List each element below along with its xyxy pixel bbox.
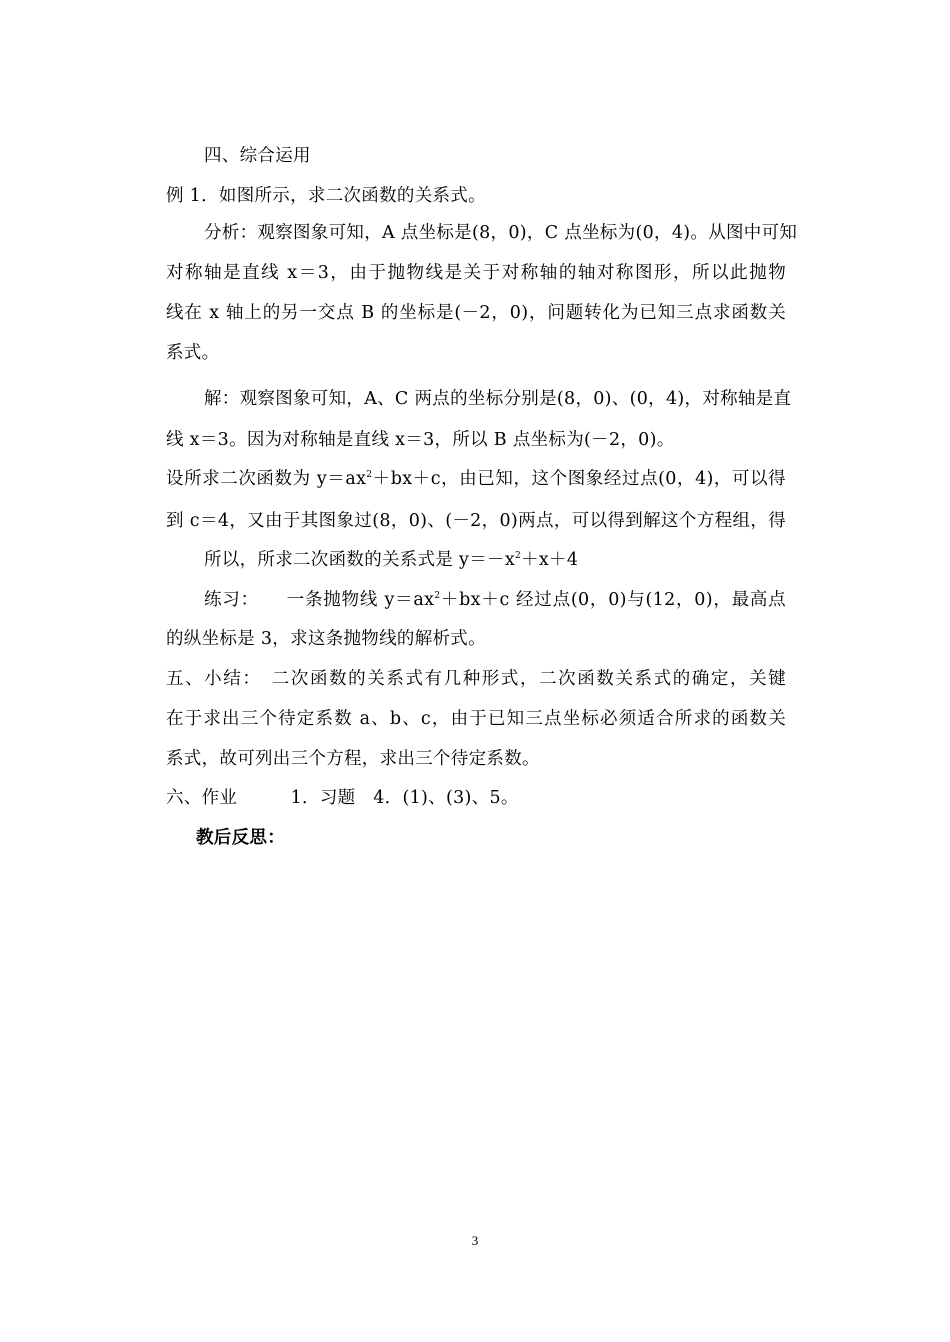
setup-exponent: 2 <box>366 470 373 480</box>
analysis-line-2: 对称轴是直线 x＝3，由于抛物线是关于对称轴的轴对称图形，所以此抛物 <box>166 263 786 283</box>
result-text-a: 所以，所求二次函数的关系式是 y＝－x <box>204 550 516 570</box>
homework-line: 六、作业 1．习题 4．(1)、(3)、5。 <box>166 788 519 808</box>
page-number: 3 <box>471 1233 479 1248</box>
solution-line-2: 线 x＝3。因为对称轴是直线 x＝3，所以 B 点坐标为(－2，0)。 <box>166 430 675 450</box>
setup-text-b: ＋bx＋c，由已知，这个图象经过点(0，4)，可以得 <box>372 469 786 489</box>
solution-line-1: 解：观察图象可知，A、C 两点的坐标分别是(8，0)、(0，4)，对称轴是直 <box>204 389 792 409</box>
summary-line-3: 系式，故可列出三个方程，求出三个待定系数。 <box>166 749 540 769</box>
exercise-text-b: ＋bx＋c 经过点(0，0)与(12，0)，最高点 <box>440 590 786 610</box>
section-heading-4: 四、综合运用 <box>204 146 311 166</box>
exercise-text-a: 练习： 一条抛物线 y＝ax <box>204 590 435 610</box>
result-line <box>204 548 824 572</box>
example-title: 例 1．如图所示，求二次函数的关系式。 <box>166 186 486 206</box>
result-exponent: 2 <box>515 551 522 561</box>
reflection-heading: 教后反思： <box>196 828 285 848</box>
setup-text-a: 设所求二次函数为 y＝ax <box>166 469 367 489</box>
exercise-line-2: 的纵坐标是 3，求这条抛物线的解析式。 <box>166 629 486 649</box>
setup-line-2: 到 c＝4，又由于其图象过(8，0)、(－2，0)两点，可以得到解这个方程组，得 <box>166 511 786 531</box>
analysis-line-3: 线在 x 轴上的另一交点 B 的坐标是(－2，0)，问题转化为已知三点求函数关 <box>166 303 786 323</box>
exercise-exponent: 2 <box>434 591 441 601</box>
exercise-line-1 <box>204 588 786 612</box>
setup-line-1 <box>166 467 786 491</box>
summary-line-1: 五、小结： 二次函数的关系式有几种形式，二次函数关系式的确定，关键 <box>166 669 786 689</box>
analysis-line-4: 系式。 <box>166 343 220 363</box>
summary-line-2: 在于求出三个待定系数 a、b、c，由于已知三点坐标必须适合所求的函数关 <box>166 709 786 729</box>
result-text-b: ＋x＋4 <box>521 550 579 570</box>
analysis-line-1: 分析：观察图象可知，A 点坐标是(8，0)，C 点坐标为(0，4)。从图中可知 <box>204 223 798 243</box>
